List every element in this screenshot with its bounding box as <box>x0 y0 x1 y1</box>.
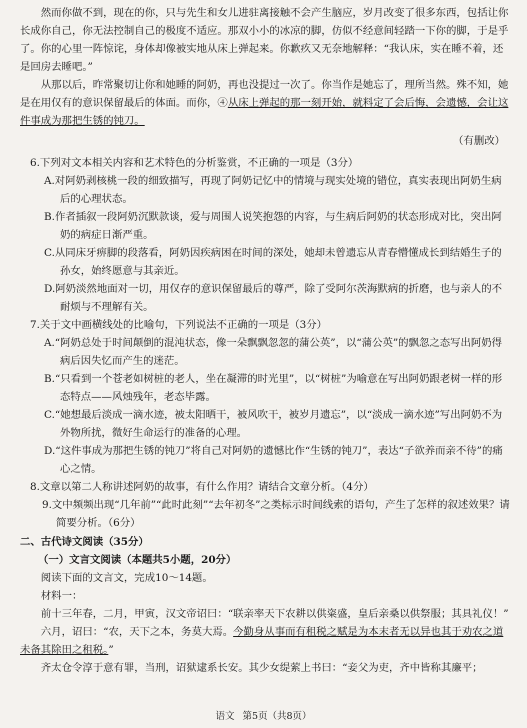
option-a: A.“阿奶总处于时间颠倒的混沌状态，像一朵飘飘忽忽的蒲公英”，以“蒲公英”的飘忽之态写出阿奶得病后因失忆而产生的迷茫。 <box>44 337 503 367</box>
option-b: B.“只看到一个苍老如树桩的老人，坐在凝滞的时光里”，以“树桩”为喻意在写出阿奶跟老树一样的形态特点——风烛残年，老态毕露。 <box>44 373 503 403</box>
material-label: 材料一： <box>40 590 83 602</box>
footer-page-number: 第5页（共8页） <box>242 711 312 722</box>
classical-text: 六月，诏曰：“农，天下之本，务莫大焉。今勤身从事而有租税之赋是为本末者无以异也其于劝农之道未备其除田之租税。” <box>20 626 504 656</box>
question-stem: 6.下列对文本相关内容和艺术特色的分析鉴赏，不正确的一项是（3分） <box>30 157 359 169</box>
question-9: 9.文中频频出现“几年前”“此时此刻”“去年初冬”之类标示时间线索的语句，产生了怎样的叙述效果？请简要分析。（6分） <box>42 499 510 529</box>
question-7 <box>20 316 511 478</box>
passage-paragraph: 然而你做不到，现在的你，只与先生和女儿进驻离接触不会产生脑应，岁月改变了很多东西，包括让你长成你自己，你无法控制自己的极度不适应。那双小小的冰凉的脚，仿似不经意间轻踏一下你的脚，于是乎了。你的心里一阵惊诧，身体却像被实地从床上弹起来。你歉疚又无奈地解释：“我认床，实在睡不着，还是回房去睡吧。” <box>20 7 509 73</box>
passage-text: 从那以后，昨常聚切让你和她睡的阿奶，再也没提过一次了。你当作是她忘了，理所当然。殊不知，她是在用仅有的意识保留最后的体面。而你， <box>20 79 509 109</box>
option-c: C.从同床牙痹脚的段落看，阿奶因疾病困在时间的深处，她却未曾遗忘从青春懵懂成长到结婚生子的孙女，始终愿意与其亲近。 <box>44 247 502 277</box>
option-d: D.“这件事成为那把生锈的钝刀”将自己对阿奶的遗憾比作“生锈的钝刀”，表达“子欲养而亲不待”的痛心之情。 <box>44 445 503 475</box>
question-stem: 7.关于文中画横线处的比喻句，下列说法不正确的一项是（3分） <box>30 319 328 331</box>
reading-passage <box>20 4 511 150</box>
option-a: A.对阿奶剥核桃一段的细致描写，再现了阿奶记忆中的情境与现实处境的错位，真实表现出阿奶生病后的心理状态。 <box>44 175 502 205</box>
reading-instruction: 阅读下面的文言文，完成10～14题。 <box>40 572 213 584</box>
question-6 <box>20 154 511 316</box>
classical-text: 齐太仓令淳于意有罪，当刑，诏狱逮系长安。其少女缇萦上书曰：“妾父为吏，齐中皆称其廉平； <box>40 662 483 674</box>
page-footer <box>0 708 527 726</box>
option-c: C.“她想最后淡成一滴水迹，被太阳晒干，被风吹干，被岁月遗忘”，以“淡成一滴水迹”写出阿奶不为外物所扰，微好生命运行的准备的心理。 <box>44 409 503 439</box>
circled-number-four: ④ <box>217 97 228 109</box>
classical-text: 前十三年春，二月，甲寅，汉文帝诏曰：“联亲率天下农耕以供粢盛，皇后亲桑以供祭服；其具礼仪！” <box>40 608 509 620</box>
subsection-title: （一）文言文阅读（本题共5小题，20分） <box>38 554 237 566</box>
source-note: （有删改） <box>453 135 505 147</box>
passage-paragraph <box>20 76 511 130</box>
section-classical-reading <box>20 533 511 677</box>
underlined-sentence: 今勤身从事而有租税之赋是为本末者无以异也其于劝农之道未备其除田之租税。 <box>20 626 504 656</box>
option-b: B.作者插叙一段阿奶沉默款谈，爱与周围人说笑抱怨的内容，与生病后阿奶的状态形成对比，突出阿奶的病症日渐严重。 <box>44 211 502 241</box>
question-8: 8.文章以第二人称讲述阿奶的故事，有什么作用？请结合文章分析。（4分） <box>30 481 374 493</box>
footer-subject: 语文 <box>215 711 235 722</box>
section-title: 二、古代诗文阅读（35分） <box>20 536 149 548</box>
underlined-sentence: 从床上弹起的那一刻开始，就料定了会后悔，会遗憾，会让这件事成为那把生锈的钝刀。 <box>20 97 509 127</box>
option-d: D.阿奶淡然地面对一切，用仅存的意识保留最后的尊严，除了受阿尔茨海默病的折磨，也与亲人的不耐烦与不理解有关。 <box>44 283 503 313</box>
